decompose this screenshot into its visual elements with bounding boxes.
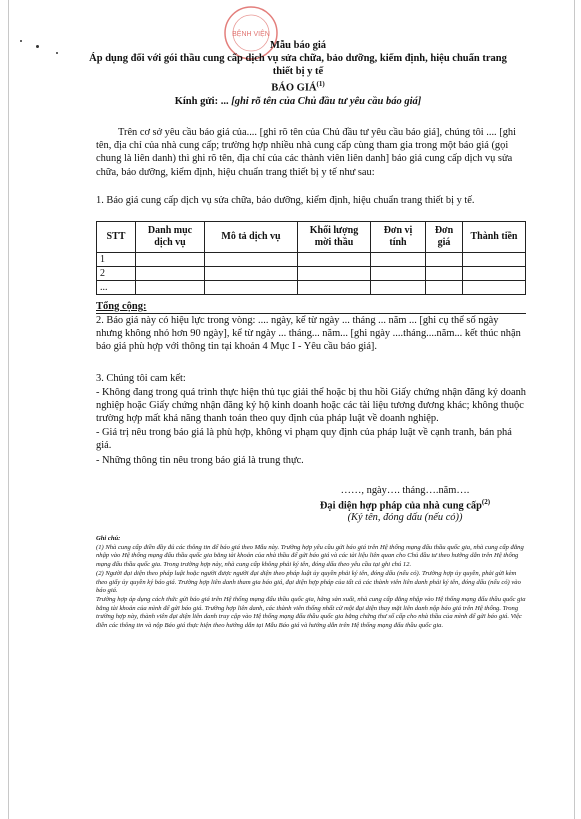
form-title: Mẫu báo giá xyxy=(269,40,326,51)
intro-paragraph: Trên cơ sở yêu cầu báo giá của.... [ghi rõ tên của Chủ đầu tư yêu cầu báo giá], chúng tôi .... [ghi tên, địa chỉ của nhà cung cấp; trường hợp nhiều nhà cung cấp cùng tham gia trong một báo giá (gọi chung là liên danh) thì ghi rõ tên, địa chỉ của các thành viên liên danh] báo giá cung cấp dịch vụ sửa chữa, bảo dưỡng, kiểm định, hiệu chuẩn trang thiết bị y tế như sau: xyxy=(96,127,516,178)
recipient-line xyxy=(78,96,518,107)
table-row xyxy=(97,267,526,281)
table-cell xyxy=(205,281,298,295)
table-cell xyxy=(463,253,526,267)
table-cell xyxy=(136,267,205,281)
table-cell xyxy=(463,267,526,281)
table-cell xyxy=(426,267,463,281)
table-cell xyxy=(371,267,426,281)
note-item-3: Trường hợp áp dụng cách thức gửi báo giá trên Hệ thống mạng đấu thầu quốc gia, hãng sản xuất, nhà cung cấp đăng nhập vào Hệ thống mạng đấu thầu quốc gia bằng tài khoản của mình để gửi báo giá. Trường hợp liên danh, các thành viên thống nhất cử một đại diện thay mặt liên danh nộp báo giá trên Hệ thống. Trong trường hợp này, thành viên đại diện liên danh truy cập vào Hệ thống mạng đấu thầu quốc gia bằng chứng thư số cấp cho nhà thầu của mình để gửi báo giá. Việc điền các thông tin và nộp Báo giá thực hiện theo hướng dẫn tại Mẫu Báo giá và hướng dẫn trên Hệ thống mạng đấu thầu quốc gia. xyxy=(96,595,526,630)
scan-speck xyxy=(36,45,39,48)
quote-table xyxy=(96,221,526,295)
doc-title-sup: (1) xyxy=(316,80,325,88)
commitment-item-2: - Giá trị nêu trong báo giá là phù hợp, không vi phạm quy định của pháp luật về cạnh tranh, bán phá giá. xyxy=(96,427,512,452)
col-header-unit: Đơn vị tính xyxy=(371,222,426,253)
table-cell xyxy=(371,281,426,295)
col-header-unit-price: Đơn giá xyxy=(426,222,463,253)
signature-title xyxy=(290,498,520,511)
table-cell xyxy=(205,267,298,281)
signature-note: (Ký tên, đóng dấu (nếu có)) xyxy=(347,512,463,523)
table-cell xyxy=(371,253,426,267)
scan-speck xyxy=(56,52,58,54)
table-cell-stt: 2 xyxy=(97,267,136,281)
col-header-stt: STT xyxy=(97,222,136,253)
table-cell xyxy=(136,253,205,267)
doc-title-text: BÁO GIÁ xyxy=(271,82,317,94)
table-cell xyxy=(426,253,463,267)
scan-speck xyxy=(20,40,22,42)
note-item-2: (2) Người đại diện theo pháp luật hoặc người được người đại diện theo pháp luật ủy quyền phải ký tên, đóng dấu (nếu có). Trường hợp ủy quyền, phải gửi kèm theo giấy ủy quyền ký báo giá. Trường hợp liên danh tham gia báo giá, đại diện hợp pháp của tất cả các thành viên liên danh phải ký tên, đóng dấu (nếu có) vào báo giá. xyxy=(96,569,521,595)
commitment-item-3: - Những thông tin nêu trong báo giá là trung thực. xyxy=(96,455,304,466)
page-edge-right xyxy=(574,0,575,819)
table-cell xyxy=(426,281,463,295)
notes-heading: Ghi chú: xyxy=(96,535,121,542)
col-header-quantity: Khối lượng mời thầu xyxy=(298,222,371,253)
item-1-text: 1. Báo giá cung cấp dịch vụ sửa chữa, bảo dưỡng, kiểm định, hiệu chuẩn trang thiết bị y tế. xyxy=(96,195,475,206)
note-item-1: (1) Nhà cung cấp điền đầy đủ các thông tin để báo giá theo Mẫu này. Trường hợp yêu cầu gửi báo giá trên Hệ thống mạng đấu thầu quốc gia, nhà cung cấp đăng nhập vào Hệ thống mạng đấu thầu quốc gia bằng tài khoản của nhà thầu để gửi báo giá và các tài liệu liên quan cho Chủ đầu tư theo hướng dẫn trên Hệ thống mạng đấu thầu quốc gia. Trong trường hợp này, nhà cung cấp không phải ký tên, đóng dấu theo yêu cầu tại ghi chú 12. xyxy=(96,543,524,569)
validity-text: 2. Báo giá này có hiệu lực trong vòng: .... ngày, kể từ ngày ... tháng ... năm ... [ghi cụ thể số ngày nhưng không nhỏ hơn 90 ngày], kể từ ngày ... tháng... năm... [ghi ngày ....tháng....năm... kết thúc nhận báo giá phù hợp với thông tin tại khoản 4 Mục I - Yêu cầu báo giá]. xyxy=(96,315,521,353)
table-cell xyxy=(205,253,298,267)
table-cell xyxy=(298,267,371,281)
table-cell xyxy=(463,281,526,295)
page-edge-left xyxy=(8,0,9,819)
commitment-item-1: - Không đang trong quá trình thực hiện thủ tục giải thể hoặc bị thu hồi Giấy chứng nhận đăng ký doanh nghiệp hoặc Giấy chứng nhận đăng ký hộ kinh doanh hoặc các tài liệu tương đương khác; không thuộc trường hợp mất khả năng thanh toán theo quy định của pháp luật về doanh nghiệp. xyxy=(96,387,526,425)
table-cell xyxy=(298,253,371,267)
seal-text: BỆNH VIỆN xyxy=(232,31,270,38)
table-cell-stt: ... xyxy=(97,281,136,295)
form-subtitle: Áp dụng đối với gói thầu cung cấp dịch vụ sửa chữa, bảo dưỡng, kiểm định, hiệu chuẩn trang thiết bị y tế xyxy=(89,53,507,77)
table-cell xyxy=(136,281,205,295)
doc-title xyxy=(78,80,518,94)
signature-date: ……, ngày…. tháng….năm…. xyxy=(340,485,470,496)
signature-title-sup: (2) xyxy=(481,498,491,506)
recipient-label: Kính gửi: ... xyxy=(174,96,229,107)
table-cell xyxy=(298,281,371,295)
recipient-placeholder: [ghi rõ tên của Chủ đầu tư yêu cầu báo giá] xyxy=(231,96,422,107)
signature-title-text: Đại diện hợp pháp của nhà cung cấp xyxy=(319,500,482,512)
table-row xyxy=(97,253,526,267)
total-label: Tổng cộng: xyxy=(96,301,147,312)
col-header-description: Mô tả dịch vụ xyxy=(205,222,298,253)
col-header-amount: Thành tiền xyxy=(463,222,526,253)
table-header-row xyxy=(97,222,526,253)
footnotes xyxy=(96,535,526,631)
table-row xyxy=(97,281,526,295)
table-cell-stt: 1 xyxy=(97,253,136,267)
col-header-service-list: Danh mục dịch vụ xyxy=(136,222,205,253)
commitment-heading: 3. Chúng tôi cam kết: xyxy=(96,373,186,384)
